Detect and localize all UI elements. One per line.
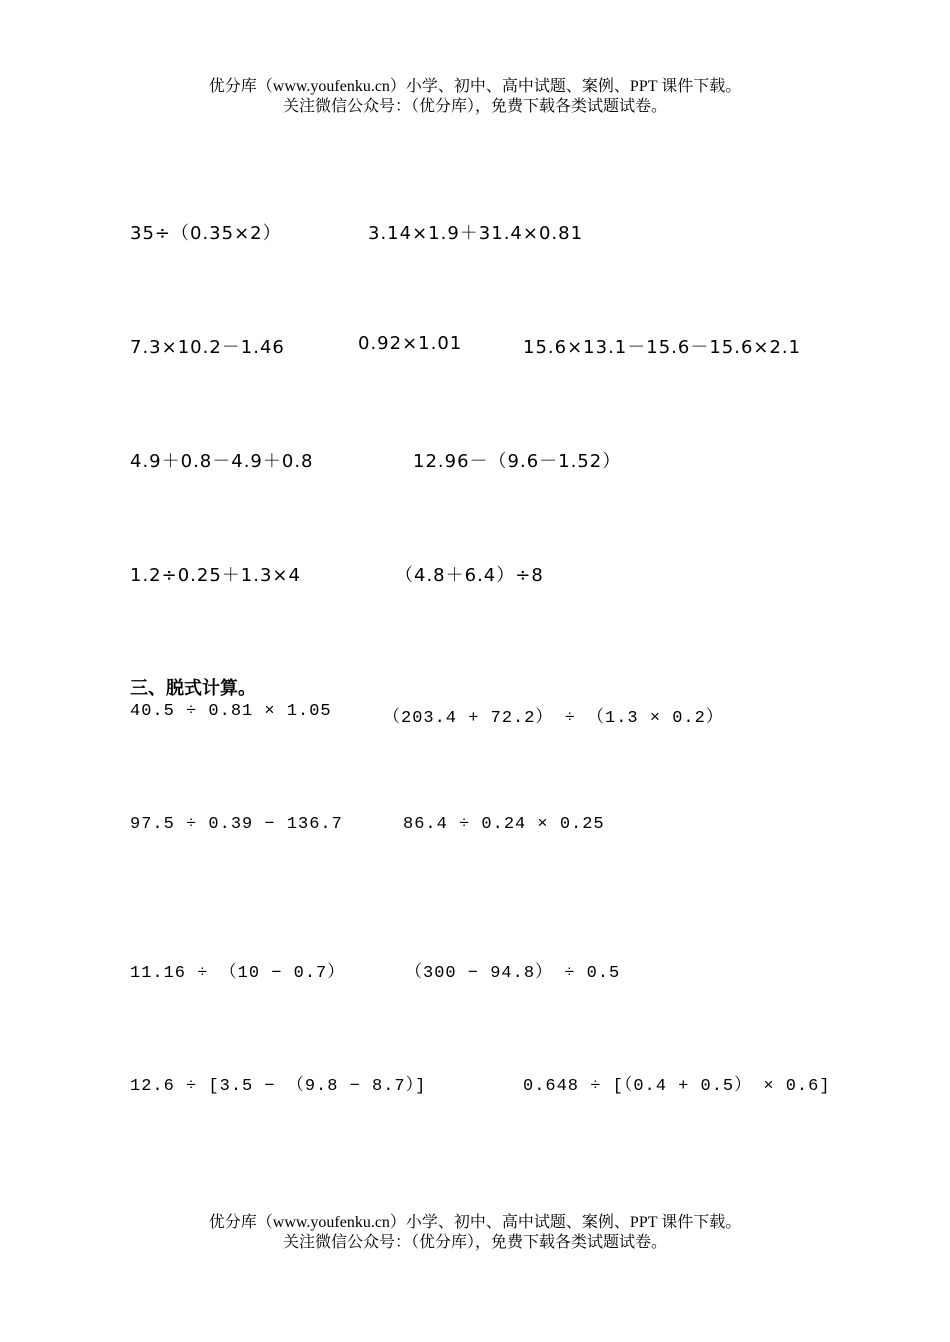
section-title: 三、脱式计算。: [130, 678, 256, 699]
calc-1-2: （203.4 + 72.2） ÷ （1.3 × 0.2）: [383, 709, 724, 728]
calc-4-2: 0.648 ÷ [（0.4 + 0.5） × 0.6]: [523, 1077, 831, 1096]
footer-line-1: 优分库（www.youfenku.cn）小学、初中、高中试题、案例、PPT 课件下载。: [208, 1214, 742, 1231]
calc-3-2: （300 − 94.8） ÷ 0.5: [405, 964, 621, 983]
calc-4-1: 12.6 ÷ [3.5 − （9.8 − 8.7）]: [130, 1077, 427, 1096]
calc-2-2: 86.4 ÷ 0.24 × 0.25: [403, 815, 605, 834]
problem-2-3: 15.6×13.1－15.6－15.6×2.1: [523, 337, 802, 358]
problem-1-2: 3.14×1.9＋31.4×0.81: [368, 223, 584, 244]
problem-1-1: 35÷（0.35×2）: [130, 223, 282, 244]
footer-line-2: 关注微信公众号：（优分库），免费下载各类试题试卷。: [282, 1234, 667, 1251]
problem-3-2: 12.96－（9.6－1.52）: [413, 451, 622, 472]
page-header: [0, 77, 950, 117]
problem-4-1: 1.2÷0.25＋1.3×4: [130, 565, 301, 586]
header-line-1: 优分库（www.youfenku.cn）小学、初中、高中试题、案例、PPT 课件下载。: [208, 78, 742, 95]
calc-2-1: 97.5 ÷ 0.39 − 136.7: [130, 815, 343, 834]
header-line-2: 关注微信公众号：（优分库），免费下载各类试题试卷。: [282, 98, 667, 115]
problem-2-1: 7.3×10.2－1.46: [130, 337, 285, 358]
calc-3-1: 11.16 ÷ （10 − 0.7）: [130, 964, 346, 983]
problem-3-1: 4.9＋0.8－4.9＋0.8: [130, 451, 314, 472]
page-footer: [0, 1213, 950, 1253]
problem-4-2: （4.8＋6.4）÷8: [395, 565, 544, 586]
problem-2-2: 0.92×1.01: [358, 333, 463, 354]
calc-1-1: 40.5 ÷ 0.81 × 1.05: [130, 702, 332, 721]
